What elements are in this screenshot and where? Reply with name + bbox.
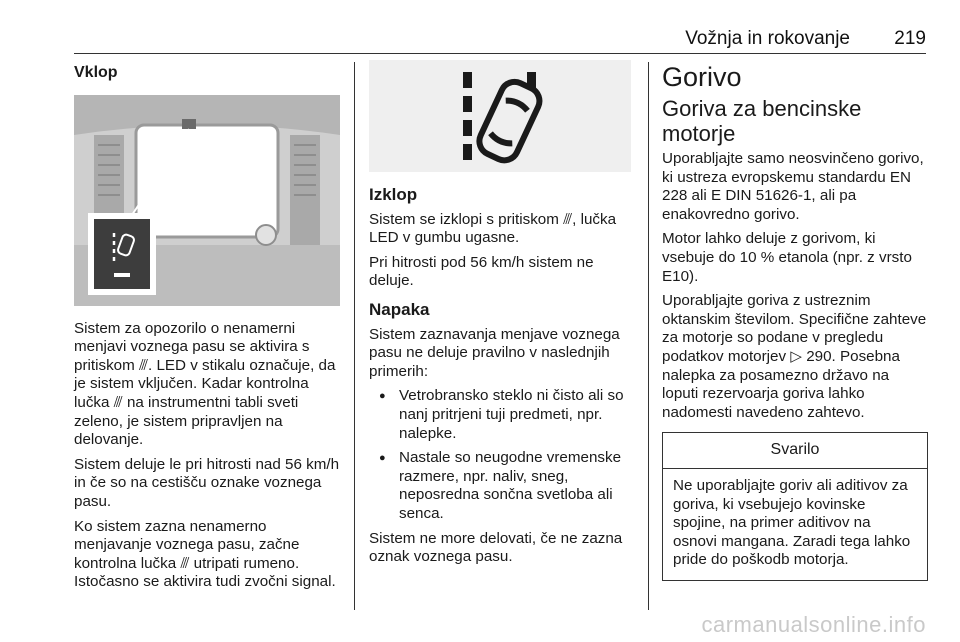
column-middle [369,60,634,573]
page-number: 219 [894,28,926,49]
chapter-heading-gorivo: Gorivo [662,62,742,92]
page-header [74,26,926,54]
section-heading-izklop: Izklop [369,185,418,204]
paragraph-3: Ko sistem zazna nenamerno menjavanje voznega pasu, začne kontrolna lučka ⫻ utripati rumeno. Istočasno se aktivira tudi zvočni signal. [74,517,336,591]
napaka-bullet-list [369,387,634,523]
paragraph-1: Sistem za opozorilo o nenamerni menjavi voznega pasu se aktivira s pritiskom ⫻. LED v stikalu označuje, da je sistem vključen. Kadar kontrolna lučka ⫻ na instrumentni tabli sveti zeleno, je sistem pripravljen na delovanje. [74,319,336,449]
section-heading-vklop: Vklop [74,64,118,81]
lane-departure-icon [369,60,631,172]
column-right [662,60,928,581]
gorivo-paragraph-3: Uporabljajte goriva z ustreznim oktanskim številom. Specifične zahteve za motorje so podane v pregledu podatkov motorjev ▷ 290. Posebna nalepka za posamezno državo na loputi rezervoarja goriva lahko nadomesti navedeno zahtevo. [662,292,927,421]
napaka-intro: Sistem zaznavanja menjave voznega pasu ne deluje pravilno v naslednjih primerih: [369,325,620,380]
section-heading-bencinske: Goriva za bencinske motorje [662,96,862,146]
izklop-paragraph-2: Pri hitrosti pod 56 km/h sistem ne deluje. [369,253,594,290]
warning-box [662,432,928,581]
napaka-closing: Sistem ne more delovati, če ne zazna oznak voznega pasu. [369,529,623,566]
dashboard-drawing [74,95,340,306]
gorivo-paragraph-1: Uporabljajte samo neosvinčeno gorivo, ki ustreza evropskemu standardu EN 228 ali E DIN 51626-1, ali pa enakovredno gorivo. [662,150,924,223]
warning-title: Svarilo [663,433,927,469]
bullet-item: ● Vetrobransko steklo ni čisto ali so nanj pritrjeni tuji predmeti, npr. nalepke. [369,387,634,443]
izklop-paragraph-1: Sistem se izklopi s pritiskom ⫻, lučka LED v gumbu ugasne. [369,210,617,247]
dashboard-illustration [74,95,340,306]
section-heading-napaka: Napaka [369,299,430,319]
chapter-title: Vožnja in rokovanje [685,28,850,49]
gorivo-paragraph-2: Motor lahko deluje z gorivom, ki vsebuje do 10 % etanola (npr. z vrsto E10). [662,230,912,285]
column-divider-2 [648,62,649,610]
watermark: carmanualsonline.info [701,612,926,637]
header-rule [74,53,926,54]
bullet-item: ● Nastale so neugodne vremenske razmere, npr. naliv, sneg, neposredna sončna svetloba ali senca. [369,449,634,523]
warning-text: Ne uporabljajte goriv ali aditivov za goriva, ki vsebujejo kovinske spojine, na primer aditivov na osnovi mangana. Zaradi tega lahko pride do poškodb motorja. [673,476,911,569]
lane-departure-icon-box [369,60,631,172]
column-divider-1 [354,62,355,610]
paragraph-2: Sistem deluje le pri hitrosti nad 56 km/h in če so na cestišču oznake voznega pasu. [74,455,340,510]
column-left [74,60,342,598]
